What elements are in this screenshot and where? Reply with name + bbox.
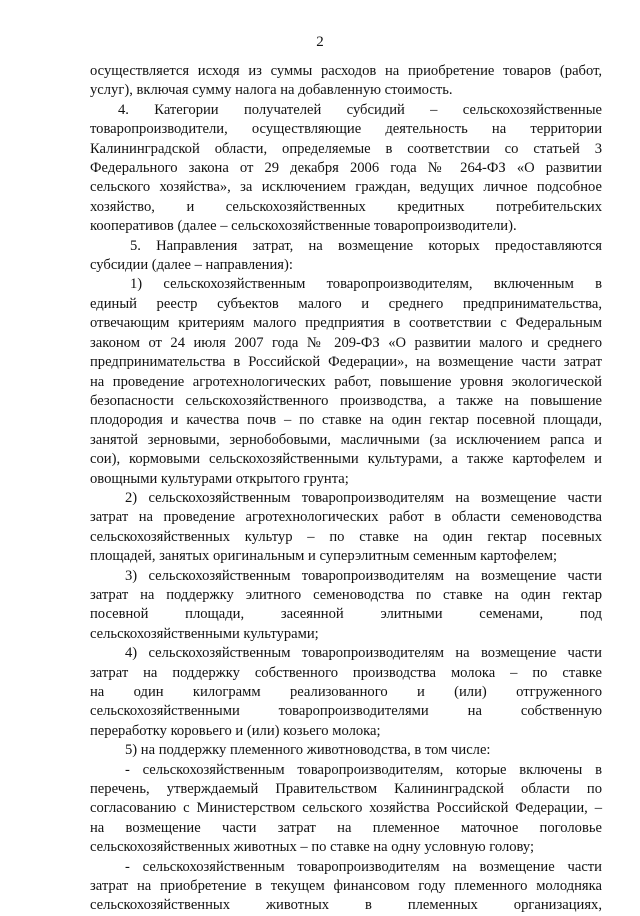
paragraph-subitem-5 xyxy=(90,741,602,760)
paragraph-subitem-2 xyxy=(90,489,602,567)
text-line: затрат на поддержку элитного семеноводства по ставке на один гектар xyxy=(90,586,602,603)
text-line: сельскохозяйственными культурами; xyxy=(90,625,319,642)
text-line: - сельскохозяйственным товаропроизводителям на возмещение части xyxy=(125,858,602,875)
text-line: безопасности сельскохозяйственного производства, а также на повышение xyxy=(90,392,602,409)
text-line: сельскохозяйственными товаропроизводителями на собственную xyxy=(90,703,602,720)
text-line: сои), кормовыми сельскохозяйственными культурами, а также картофелем и xyxy=(90,451,602,468)
paragraph-dash-item-1 xyxy=(90,761,602,858)
text-line: на возмещение части затрат на племенное маточное поголовье xyxy=(90,819,602,836)
text-line: осуществляется исходя из суммы расходов на приобретение товаров (работ, xyxy=(90,63,602,79)
text-line: 1) сельскохозяйственным товаропроизводителям, включенным в xyxy=(130,276,602,293)
text-line: хозяйство, и сельскохозяйственных кредитных потребительских xyxy=(90,198,602,215)
paragraph-subitem-4 xyxy=(90,644,602,741)
text-line: субсидии (далее – направления): xyxy=(90,257,293,274)
text-line: 2) сельскохозяйственным товаропроизводителям на возмещение части xyxy=(125,489,602,506)
text-line: 5) на поддержку племенного животноводства, в том числе: xyxy=(125,742,491,759)
document-body xyxy=(90,62,602,916)
text-line: - сельскохозяйственным товаропроизводителям, которые включены в xyxy=(125,761,602,778)
text-line: сельскохозяйственных культур – по ставке на один гектар посевных xyxy=(90,528,602,545)
text-line: сельскохозяйственных животных – по ставке на одну условную голову; xyxy=(90,839,535,856)
text-line: на проведение агротехнологических работ, повышение уровня экологической xyxy=(90,373,602,390)
text-line: 3) сельскохозяйственным товаропроизводителям на возмещение части xyxy=(125,567,602,584)
text-line: 4. Категории получателей субсидий – сельскохозяйственные xyxy=(118,101,602,118)
text-line: посевной площади, засеянной элитными семенами, под xyxy=(90,606,602,623)
text-line: на один килограмм реализованного и (или) отгруженного xyxy=(90,684,602,700)
text-line: плодородия и качества почв – по ставке на один гектар посевной площади, xyxy=(90,412,602,429)
text-line: перечень, утверждаемый Правительством Калининградской области по xyxy=(90,781,602,798)
paragraph-continuation xyxy=(90,62,602,101)
text-line: согласованию с Министерством сельского хозяйства Российской Федерации, – xyxy=(90,800,602,817)
page-number: 2 xyxy=(316,34,324,50)
text-line: кооперативов (далее – сельскохозяйственные товаропроизводители). xyxy=(90,218,517,235)
paragraph-dash-item-2 xyxy=(90,858,602,916)
text-line: Федерального закона от 29 декабря 2006 года № 264-ФЗ «О развитии xyxy=(90,160,602,177)
text-line: сельскохозяйственных животных в племенных организациях, xyxy=(90,897,602,914)
text-line: предпринимательства в Российской Федерации», на возмещение части затрат xyxy=(90,354,602,371)
text-line: площадей, занятых оригинальным и суперэлитным семенным картофелем; xyxy=(90,548,558,565)
text-line: Калининградской области, определяемые в соответствии со статьей 3 xyxy=(90,140,602,157)
text-line: 5. Направления затрат, на возмещение которых предоставляются xyxy=(130,237,602,254)
text-line: услуг), включая сумму налога на добавленную стоимость. xyxy=(90,82,453,99)
text-line: товаропроизводители, осуществляющие деятельность на территории xyxy=(90,121,602,138)
text-line: овощными культурами открытого грунта; xyxy=(90,470,349,487)
text-line: отвечающим критериям малого предприятия в соответствии с Федеральным xyxy=(90,315,602,332)
text-line: законом от 24 июля 2007 года № 209-ФЗ «О развитии малого и среднего xyxy=(90,334,602,351)
paragraph-item-4 xyxy=(90,101,602,237)
text-line: единый реестр субъектов малого и среднего предпринимательства, xyxy=(90,295,602,312)
text-line: занятой зерновыми, зернобобовыми, масличными (за исключением рапса и xyxy=(90,431,602,448)
paragraph-subitem-3 xyxy=(90,567,602,645)
text-line: переработку коровьего и (или) козьего молока; xyxy=(90,722,381,739)
text-line: сельского хозяйства», за исключением граждан, ведущих личное подсобное xyxy=(90,179,602,196)
paragraph-subitem-1 xyxy=(90,275,602,488)
paragraph-item-5 xyxy=(90,237,602,276)
text-line: затрат на поддержку собственного производства молока – по ставке xyxy=(90,664,602,681)
text-line: затрат на проведение агротехнологических работ в области семеноводства xyxy=(90,509,602,526)
text-line: затрат на приобретение в текущем финансовом году племенного молодняка xyxy=(90,878,602,895)
text-line: 4) сельскохозяйственным товаропроизводителям на возмещение части xyxy=(125,645,602,662)
